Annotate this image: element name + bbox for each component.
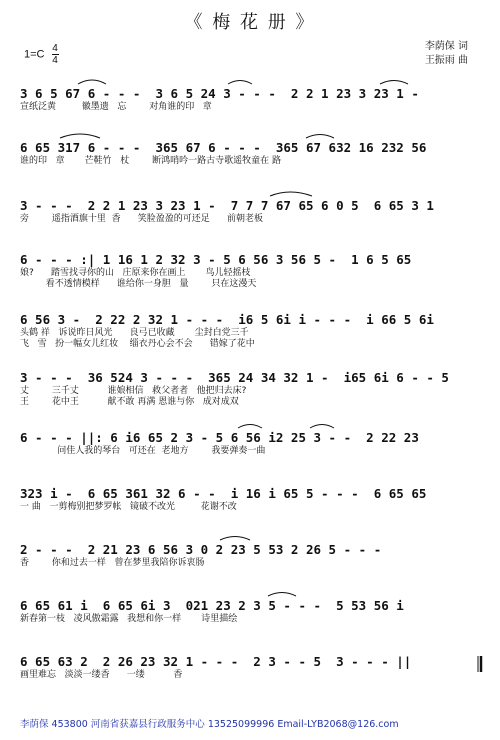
notes-line: 6 - - - ||: 6 i6 65 2 3 - 5 6 56 i2 25 3 - - 2 22 23 bbox=[20, 430, 419, 445]
notes-line: 6 65 317 6 - - - 365 67 6 - - - 365 67 632 16 232 56 bbox=[20, 140, 427, 155]
lyric-line: 画里难忘 淡淡一缕香 一缕 香 bbox=[20, 670, 183, 680]
notes-line: 323 i - 6 65 361 32 6 - - i 16 i 65 5 - - - 6 65 65 bbox=[20, 486, 427, 501]
time-bottom: 4 bbox=[52, 55, 58, 66]
system-4 bbox=[20, 252, 486, 290]
lyric-line: 头鹤 祥 诉说昨日风光 良弓已收藏 尘封白党三千 bbox=[20, 328, 249, 338]
notes-line: 6 65 61 i 6 65 6i 3 021 23 2 3 5 - - - 5 53 56 i bbox=[20, 598, 404, 613]
notes-line: 3 - - - 36 524 3 - - - 365 24 34 32 1 - i65 6i 6 - - 5 bbox=[20, 370, 449, 385]
lyric-line: 娘? 踏雪找寻你的山 庄原来你在画上 鸟儿轻摇枝 bbox=[20, 268, 251, 278]
lyric-line: 问佳人我的琴台 可还在 老地方 我要弹奏一曲 bbox=[20, 446, 266, 456]
key-signature bbox=[24, 44, 59, 65]
system-5 bbox=[20, 312, 486, 350]
system-11 bbox=[20, 654, 486, 681]
key-label: 1=C bbox=[24, 48, 45, 61]
system-2 bbox=[20, 140, 486, 167]
system-3 bbox=[20, 198, 486, 225]
lyric-line: 飞 雪 扮一幅女儿红妆 缁衣丹心会不会 错嫁了花中 bbox=[20, 339, 255, 349]
contact-footer: 李荫保 453800 河南省获嘉县行政服务中心 13525099996 Email-LYB2068@126.com bbox=[20, 719, 399, 730]
lyric-line: 旁 遥指酒旗十里 香 笑脸盈盈的可还足 前朝老板 bbox=[20, 214, 263, 224]
notes-line: 6 65 63 2 2 26 23 32 1 - - - 2 3 - - 5 3 - - - || bbox=[20, 654, 412, 669]
song-title: 《 梅 花 册 》 bbox=[184, 12, 316, 33]
notes-line: 3 6 5 67 6 - - - 3 6 5 24 3 - - - 2 2 1 23 3 23 1 - bbox=[20, 86, 419, 101]
lyric-line: 香 你和过去一样 曾在梦里我陪你诉衷肠 bbox=[20, 558, 205, 568]
lyric-line: 看不透情模样 谁给你一身胆 量 只在这漫天 bbox=[20, 279, 257, 289]
lyric-line: 一 曲 一剪梅别把梦罗帐 镜破不改光 花谢不改 bbox=[20, 502, 237, 512]
notes-line: 6 - - - :| 1 16 1 2 32 3 - 5 6 56 3 56 5 - 1 6 5 65 bbox=[20, 252, 412, 267]
time-signature bbox=[52, 44, 59, 65]
composer: 王振雨 曲 bbox=[424, 55, 468, 66]
system-8 bbox=[20, 486, 486, 513]
lyric-line: 宣纸泛黄 徽墨遗 忘 对角谁的印 章 bbox=[20, 102, 212, 112]
notes-line: 2 - - - 2 21 23 6 56 3 0 2 23 5 53 2 26 5 - - - bbox=[20, 542, 382, 557]
lyric-line: 丈 三千丈 谁娘相信 救父者者 他把归去床? bbox=[20, 386, 247, 396]
system-10 bbox=[20, 598, 486, 625]
lyricist: 李荫保 词 bbox=[424, 41, 468, 52]
lyric-line: 新春第一枝 凌风傲霜露 我想和你一样 诗里描绘 bbox=[20, 614, 238, 624]
credits bbox=[425, 40, 468, 68]
lyric-line: 王 花中王 献不敢 再满 恩谁与你 成对成双 bbox=[20, 397, 239, 407]
notes-line: 3 - - - 2 2 1 23 3 23 1 - 7 7 7 67 65 6 0 5 6 65 3 1 bbox=[20, 198, 434, 213]
time-top: 4 bbox=[52, 43, 58, 54]
system-7 bbox=[20, 430, 486, 457]
lyric-line: 谁的印 章 芒鞋竹 杖 断鸿哨吟一路古寺歌遥牧童在 路 bbox=[20, 156, 281, 166]
system-9 bbox=[20, 542, 486, 569]
notes-line: 6 56 3 - 2 22 2 32 1 - - - i6 5 6i i - - - i 66 5 6i bbox=[20, 312, 434, 327]
system-6 bbox=[20, 370, 486, 408]
system-1 bbox=[20, 86, 486, 113]
